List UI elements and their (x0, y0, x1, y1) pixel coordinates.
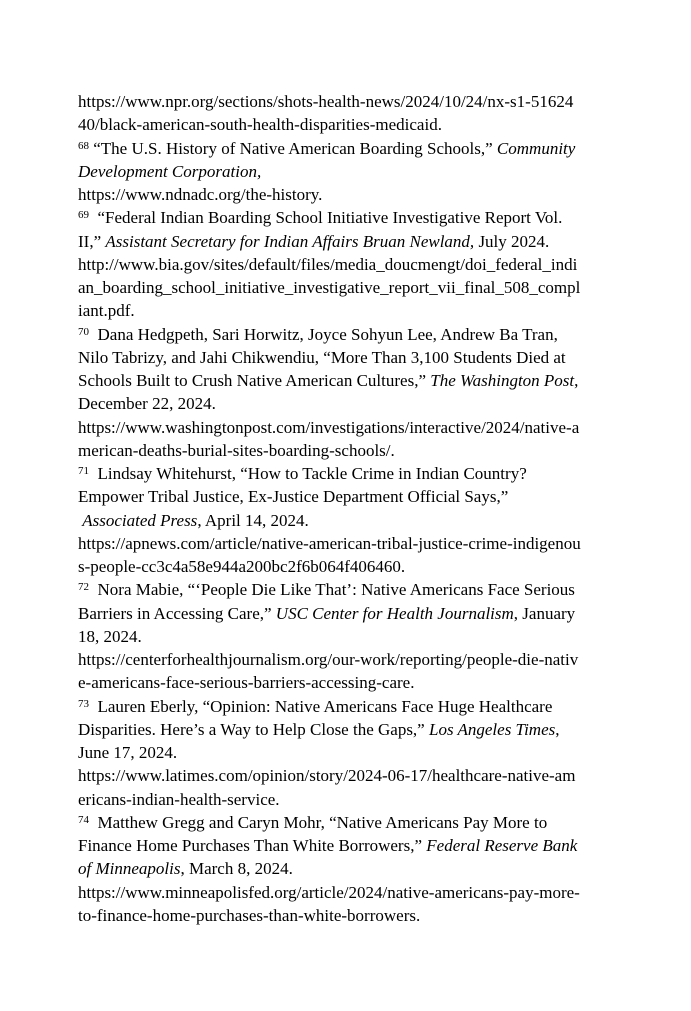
text-run: USC Center for Health Journalism (275, 603, 514, 623)
text-run: July 2024. (474, 231, 550, 251)
text-run: https://www.latimes.com/opinion/story/2024-06-17/healthcare-native-am (78, 766, 576, 786)
text-line (78, 439, 663, 462)
text-run: December 22, 2024. (78, 394, 216, 414)
text-line (78, 671, 663, 694)
text-line (78, 416, 663, 439)
text-run: Nilo Tabrizy, and Jahi Chikwendiu, “More Than 3,100 Students Died at (78, 347, 566, 367)
text-line (78, 695, 663, 718)
text-run: iant.pdf. (78, 301, 135, 321)
text-line (78, 532, 663, 555)
text-run: II,” (78, 231, 106, 251)
text-line (78, 253, 663, 276)
text-run: “Federal Indian Boarding School Initiative Investigative Report Vol. (89, 208, 563, 228)
text-line (78, 718, 663, 741)
text-run: , January (513, 603, 576, 623)
text-line (78, 509, 663, 532)
footnote-number: 73 (78, 697, 89, 710)
text-line (78, 137, 663, 160)
footnote-number: 69 (78, 209, 89, 222)
text-line (78, 276, 663, 299)
text-line (78, 346, 663, 369)
text-run: Federal Reserve Bank (426, 836, 578, 855)
text-line (78, 648, 663, 671)
text-line (78, 834, 663, 857)
text-run: Dana Hedgpeth, Sari Horwitz, Joyce Sohyun Lee, Andrew Ba Tran, (89, 324, 558, 344)
text-line (78, 578, 663, 601)
text-run: http://www.bia.gov/sites/default/files/media_doucmengt/doi_federal_indi (78, 254, 578, 274)
text-run: , (574, 371, 579, 390)
document-text (78, 90, 663, 927)
footnote-number: 70 (78, 325, 89, 338)
text-run: Disparities. Here’s a Way to Help Close the Gaps,” (78, 719, 429, 739)
text-run: to-finance-home-purchases-than-white-borrowers. (78, 905, 421, 925)
text-run: https://www.npr.org/sections/shots-health-news/2024/10/24/nx-s1-51624 (78, 92, 574, 111)
text-line (78, 764, 663, 787)
text-run: , April 14, 2024. (197, 510, 309, 530)
text-line (78, 904, 663, 927)
text-line (78, 183, 663, 206)
footnote-number: 72 (78, 581, 89, 594)
text-line (78, 857, 663, 880)
text-run: Lauren Eberly, “Opinion: Native Americans Face Huge Healthcare (89, 696, 553, 716)
footnote-number: 74 (78, 813, 89, 826)
text-run: https://www.minneapolisfed.org/article/2024/native-americans-pay-more- (78, 882, 580, 902)
text-run: , March 8, 2024. (180, 859, 293, 879)
text-run: https://www.ndnadc.org/the-history. (78, 185, 323, 204)
text-run: https://www.washingtonpost.com/investigations/interactive/2024/native-a (78, 417, 580, 437)
text-line (78, 555, 663, 578)
text-run: ericans-indian-health-service. (78, 789, 280, 809)
text-run: Empower Tribal Justice, Ex-Justice Department Official Says,” (78, 487, 509, 507)
text-line (78, 90, 663, 113)
text-line (78, 625, 663, 648)
text-run: Los Angeles Times (428, 719, 556, 739)
text-run: Schools Built to Crush Native American Cultures,” (78, 371, 431, 390)
text-line (78, 369, 663, 392)
text-line (78, 160, 663, 183)
text-run: Finance Home Purchases Than White Borrowers,” (78, 836, 427, 855)
text-run: June 17, 2024. (78, 743, 178, 762)
text-run: Associated Press (82, 510, 198, 530)
text-run: Matthew Gregg and Caryn Mohr, “Native Americans Pay More to (89, 812, 548, 832)
footnote-number: 68 (78, 139, 89, 152)
text-line (78, 462, 663, 485)
text-line (78, 741, 663, 764)
text-run: merican-deaths-burial-sites-boarding-schools/. (78, 440, 395, 460)
text-run: Barriers in Accessing Care,” (78, 603, 276, 623)
text-run: e-americans-face-serious-barriers-accessing-care. (78, 673, 415, 693)
text-run: Nora Mabie, “‘People Die Like That’: Native Americans Face Serious (89, 580, 575, 600)
text-line (78, 811, 663, 834)
footnote-number: 71 (78, 465, 89, 477)
text-run: , (555, 719, 560, 739)
text-line (78, 392, 663, 415)
text-line (78, 788, 663, 811)
text-line (78, 602, 663, 625)
text-line (78, 881, 663, 904)
text-line (78, 299, 663, 322)
text-run: 18, 2024. (78, 626, 142, 646)
text-run: The Washington Post (430, 371, 575, 390)
text-run: “The U.S. History of Native American Boarding Schools,” (89, 138, 497, 158)
text-line (78, 230, 663, 253)
text-run: Assistant Secretary for Indian Affairs Bruan Newland, (105, 231, 475, 251)
text-line (78, 485, 663, 508)
text-run: https://apnews.com/article/native-american-tribal-justice-crime-indigenou (78, 533, 581, 553)
text-line (78, 113, 663, 136)
text-run: Community (496, 138, 576, 158)
text-run: an_boarding_school_initiative_investigative_report_vii_final_508_compl (78, 278, 581, 297)
text-line (78, 323, 663, 346)
text-run: Development Corporation, (78, 161, 262, 181)
text-line (78, 206, 663, 229)
text-run: https://centerforhealthjournalism.org/our-work/reporting/people-die-nativ (78, 650, 579, 669)
text-run: 40/black-american-south-health-disparities-medicaid. (78, 115, 442, 135)
text-run: Lindsay Whitehurst, “How to Tackle Crime in Indian Country? (89, 464, 527, 483)
text-run: s-people-cc3c4a58e944a200bc2f6b064f406460. (78, 557, 406, 576)
text-run: of Minneapolis (78, 859, 181, 879)
